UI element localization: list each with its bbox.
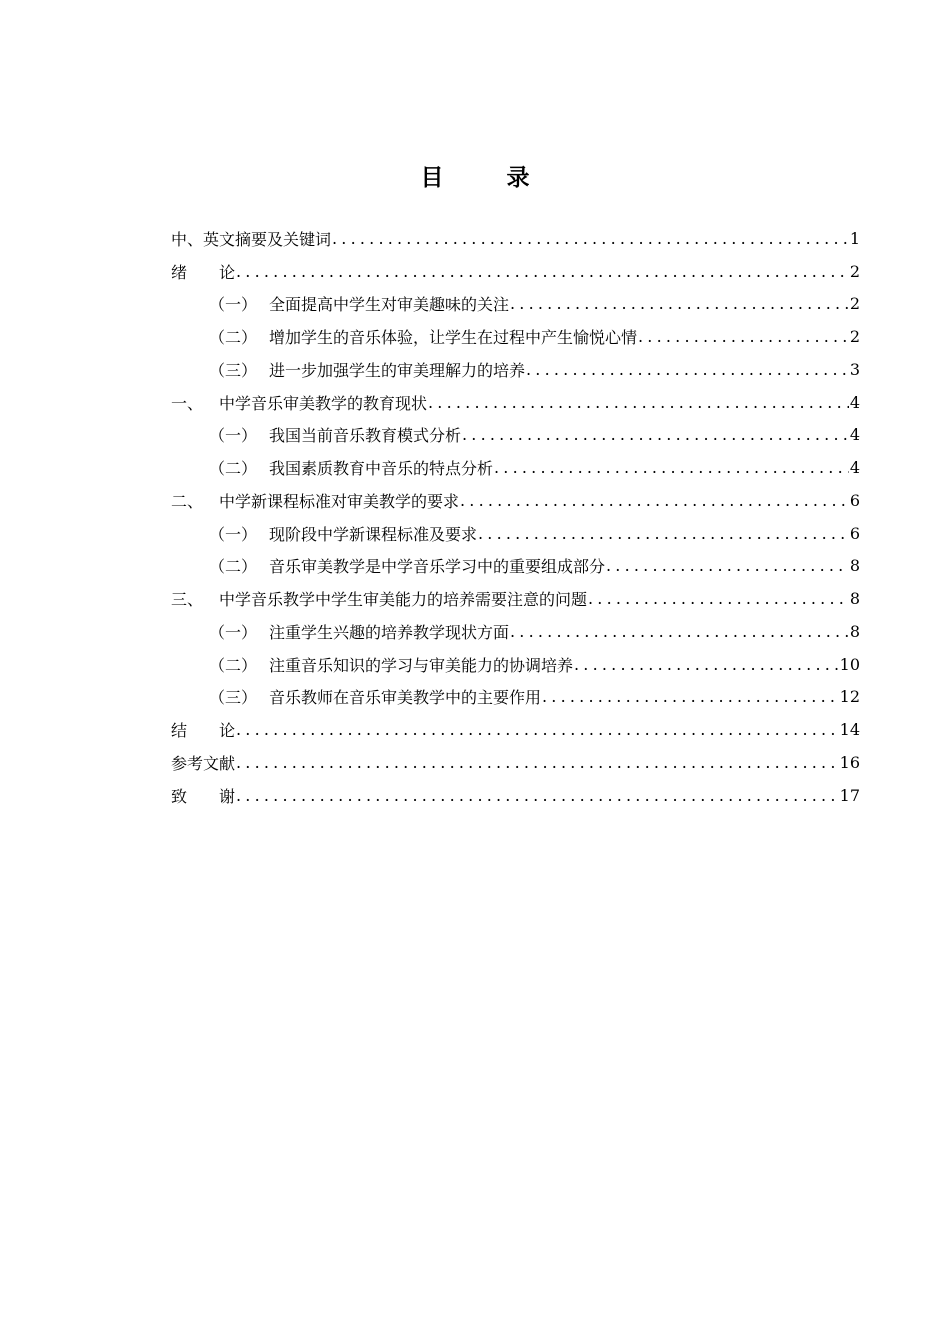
toc-leader-dots [428, 393, 849, 412]
toc-page-number: 16 [839, 752, 860, 772]
toc-entry[interactable] [171, 550, 860, 583]
toc-entry-title: 增加学生的音乐体验，让学生在过程中产生愉悦心情 [269, 328, 638, 348]
toc-entry-title: 中学新课程标准对审美教学的要求 [219, 491, 460, 511]
toc-leader-dots [236, 262, 849, 281]
toc-entry-number: （二） [209, 557, 258, 577]
toc-leader-dots [588, 589, 849, 608]
toc-entry[interactable] [171, 615, 860, 648]
toc-entry-number: （一） [209, 295, 258, 315]
toc-leader-dots [460, 491, 849, 510]
toc-leader-dots [606, 556, 849, 575]
page-title: 目 录 [420, 164, 550, 191]
toc-entry-title: 音乐审美教学是中学音乐学习中的重要组成部分 [269, 557, 606, 577]
toc-entry[interactable] [171, 320, 860, 353]
toc-entry-number: （三） [209, 360, 258, 380]
table-of-contents [171, 222, 860, 812]
toc-entry-title: 我国素质教育中音乐的特点分析 [269, 459, 494, 479]
toc-leader-dots [510, 294, 849, 313]
toc-entry-number: （一） [209, 426, 258, 446]
toc-leader-dots [638, 327, 849, 346]
toc-entry[interactable] [171, 386, 860, 419]
toc-entry-title: 音乐教师在音乐审美教学中的主要作用 [269, 688, 542, 708]
toc-entry[interactable] [171, 484, 860, 517]
toc-entry[interactable] [171, 779, 860, 812]
toc-entry-number: 二、 [171, 491, 204, 511]
toc-entry-title: 结 论 [171, 721, 236, 741]
toc-entry[interactable] [171, 681, 860, 714]
toc-page-number: 4 [849, 392, 860, 412]
toc-leader-dots [478, 524, 849, 543]
toc-page-number: 4 [849, 425, 860, 445]
toc-page-number: 8 [849, 589, 860, 609]
toc-page-number: 2 [849, 261, 860, 281]
toc-entry[interactable] [171, 451, 860, 484]
toc-entry-number: （二） [209, 459, 258, 479]
toc-page-number: 2 [849, 294, 860, 314]
toc-entry[interactable] [171, 353, 860, 386]
toc-entry[interactable] [171, 648, 860, 681]
toc-entry[interactable] [171, 419, 860, 452]
toc-entry[interactable] [171, 582, 860, 615]
toc-entry-title: 全面提高中学生对审美趣味的关注 [269, 295, 510, 315]
toc-entry[interactable] [171, 222, 860, 255]
toc-page-number: 17 [839, 785, 860, 805]
toc-entry-title: 进一步加强学生的审美理解力的培养 [269, 360, 526, 380]
toc-entry-number: （二） [209, 655, 258, 675]
toc-page-number: 8 [849, 621, 860, 641]
toc-entry[interactable] [171, 288, 860, 321]
toc-entry-title: 注重音乐知识的学习与审美能力的协调培养 [269, 655, 574, 675]
toc-leader-dots [526, 360, 849, 379]
toc-page-number: 1 [849, 228, 860, 248]
toc-entry-number: （一） [209, 524, 258, 544]
toc-leader-dots [236, 753, 839, 772]
toc-entry-title: 绪 论 [171, 262, 236, 282]
toc-entry-number: （一） [209, 622, 258, 642]
toc-entry[interactable] [171, 746, 860, 779]
toc-entry-title: 参考文献 [171, 753, 236, 773]
toc-entry-title: 中学音乐教学中学生审美能力的培养需要注意的问题 [219, 590, 588, 610]
toc-entry-title: 中、英文摘要及关键词 [171, 229, 332, 249]
toc-page-number: 6 [849, 523, 860, 543]
toc-page-number: 14 [839, 720, 860, 740]
toc-leader-dots [236, 786, 839, 805]
toc-page-number: 3 [849, 359, 860, 379]
toc-entry-title: 注重学生兴趣的培养教学现状方面 [269, 622, 510, 642]
toc-page-number: 4 [849, 458, 860, 478]
toc-leader-dots [236, 720, 839, 739]
toc-page-number: 10 [839, 654, 860, 674]
toc-leader-dots [494, 458, 849, 477]
toc-entry-title: 我国当前音乐教育模式分析 [269, 426, 462, 446]
toc-page-number: 12 [839, 687, 860, 707]
toc-leader-dots [542, 687, 839, 706]
toc-entry-number: （三） [209, 688, 258, 708]
toc-entry-title: 中学音乐审美教学的教育现状 [219, 393, 428, 413]
toc-leader-dots [332, 229, 849, 248]
toc-leader-dots [574, 655, 839, 674]
toc-page-number: 8 [849, 556, 860, 576]
toc-entry-number: （二） [209, 328, 258, 348]
toc-entry-title: 致 谢 [171, 786, 236, 806]
toc-entry[interactable] [171, 713, 860, 746]
toc-entry-number: 一、 [171, 393, 204, 413]
toc-page-number: 6 [849, 490, 860, 510]
toc-entry[interactable] [171, 517, 860, 550]
toc-leader-dots [462, 425, 849, 444]
toc-entry[interactable] [171, 255, 860, 288]
toc-entry-number: 三、 [171, 590, 204, 610]
toc-leader-dots [510, 622, 849, 641]
toc-entry-title: 现阶段中学新课程标准及要求 [269, 524, 478, 544]
toc-page-number: 2 [849, 327, 860, 347]
